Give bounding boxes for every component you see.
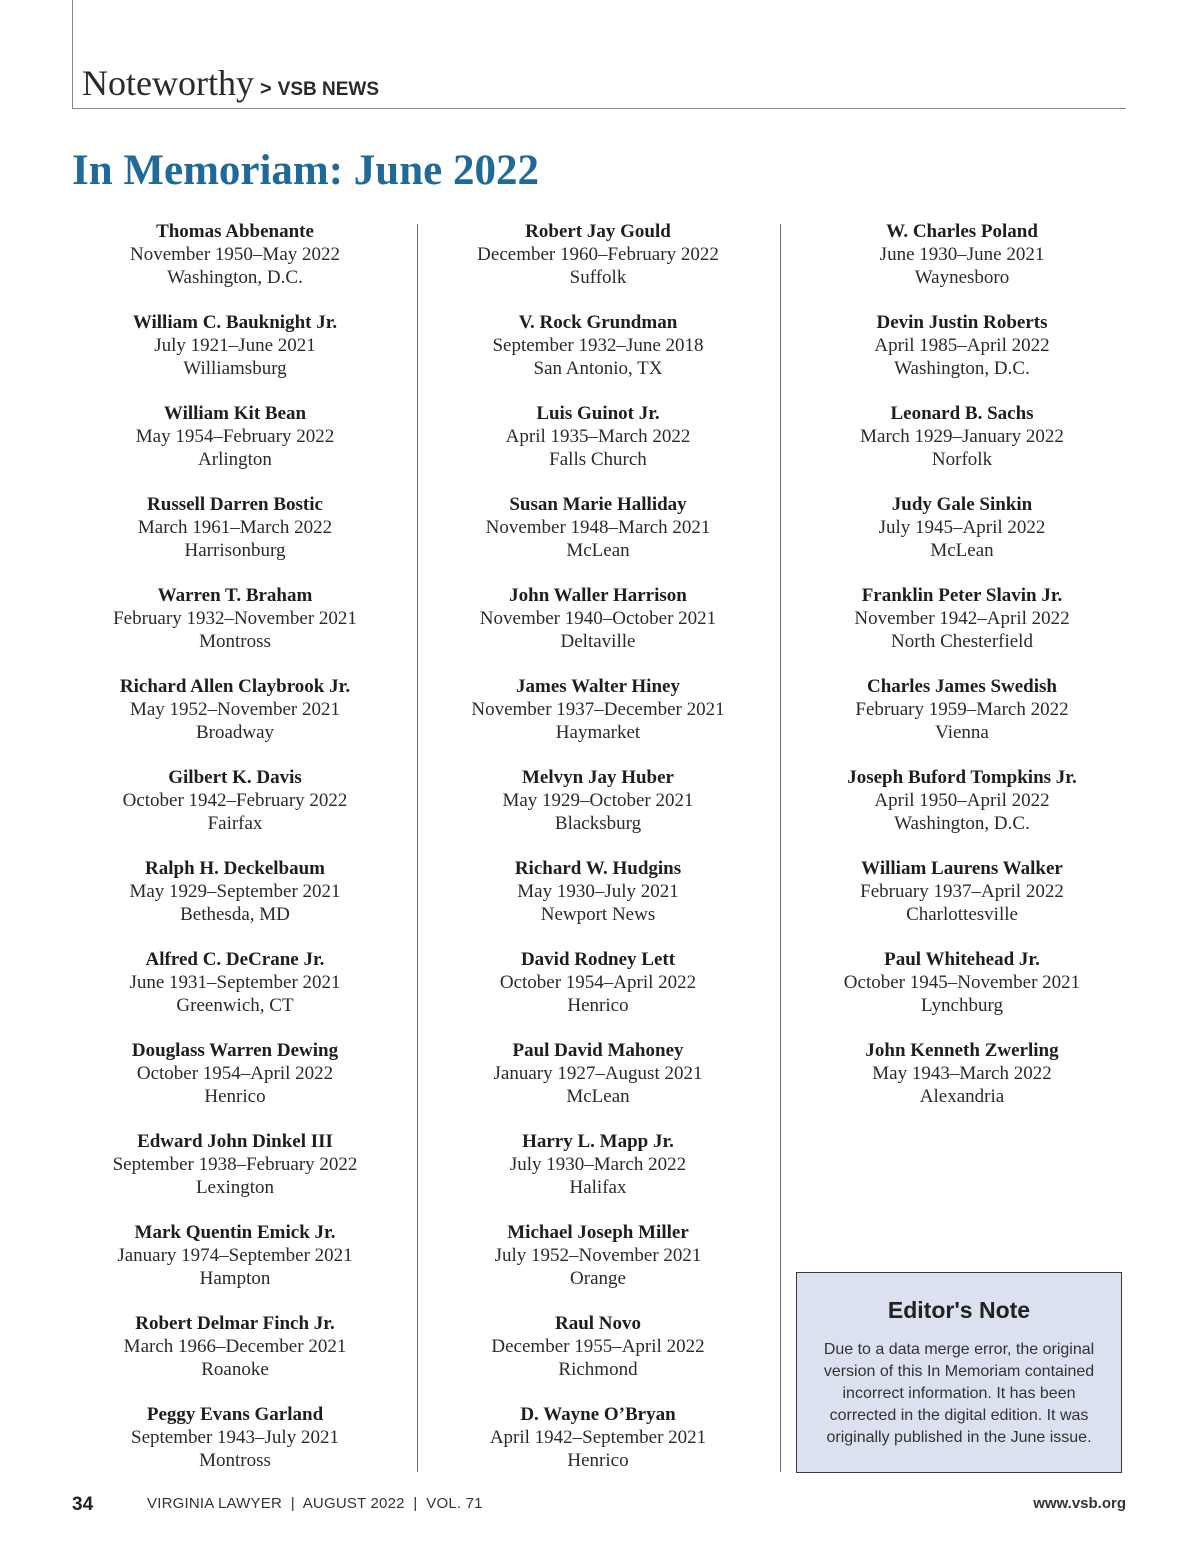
entry-location: Alexandria (919, 1086, 1005, 1107)
entry-dates: January 1974–September 2021 (117, 1245, 353, 1266)
entry-name: John Waller Harrison (509, 585, 687, 606)
editors-note-title: Editor's Note (887, 1297, 1031, 1323)
memoriam-entry (797, 311, 1127, 402)
memoriam-entry (433, 402, 763, 493)
section-separator: > (259, 78, 272, 100)
entry-name: Robert Jay Gould (525, 221, 671, 242)
entry-location: Washington, D.C. (894, 813, 1030, 834)
entry-name: Melvyn Jay Huber (522, 767, 674, 788)
entry-dates: October 1945–November 2021 (843, 972, 1081, 993)
memoriam-entry (797, 584, 1127, 675)
entry-name: Mark Quentin Emick Jr. (134, 1222, 336, 1243)
column-divider-1 (417, 224, 418, 1472)
entry-location: Greenwich, CT (176, 995, 294, 1016)
memoriam-entry (797, 493, 1127, 584)
entry-location: North Chesterfield (891, 631, 1033, 652)
memoriam-entry (70, 1312, 400, 1403)
entry-name: Devin Justin Roberts (876, 312, 1048, 333)
entry-dates: February 1937–April 2022 (860, 881, 1064, 902)
memoriam-entry (433, 1221, 763, 1312)
entry-dates: June 1931–September 2021 (129, 972, 341, 993)
entry-dates: May 1952–November 2021 (129, 699, 341, 720)
memoriam-entry (70, 857, 400, 948)
entry-location: Halifax (569, 1177, 627, 1198)
entry-location: Harrisonburg (184, 540, 286, 561)
editors-note-line: originally published in the June issue. (826, 1429, 1092, 1446)
entry-location: Arlington (198, 449, 272, 470)
entry-location: Williamsburg (183, 358, 287, 379)
entry-location: McLean (930, 540, 994, 561)
header-horizontal-rule (72, 108, 1126, 109)
entry-name: Douglass Warren Dewing (131, 1040, 339, 1061)
entry-name: William Kit Bean (163, 403, 307, 424)
entry-name: Richard Allen Claybrook Jr. (119, 676, 351, 697)
memoriam-entry (433, 584, 763, 675)
entry-name: James Walter Hiney (516, 676, 680, 697)
entry-dates: September 1943–July 2021 (131, 1427, 339, 1448)
page-footer (0, 1492, 1200, 1518)
entry-location: Lynchburg (921, 995, 1003, 1016)
entry-location: Blacksburg (554, 813, 642, 834)
memoriam-entry (797, 1039, 1127, 1130)
entry-name: Warren T. Braham (157, 585, 313, 606)
entry-name: Susan Marie Halliday (509, 494, 687, 515)
entry-location: Washington, D.C. (167, 267, 303, 288)
entry-name: W. Charles Poland (886, 221, 1038, 242)
page-title: In Memoriam: June 2022 (72, 147, 539, 194)
memoriam-entry (70, 1039, 400, 1130)
section-subsection: VSB NEWS (277, 79, 380, 100)
entry-dates: February 1959–March 2022 (855, 699, 1069, 720)
entry-name: Russell Darren Bostic (147, 494, 323, 515)
entry-location: Henrico (204, 1086, 266, 1107)
editors-note-line: corrected in the digital edition. It was (829, 1407, 1089, 1424)
entry-name: Raul Novo (554, 1313, 642, 1334)
memoriam-entry (70, 1403, 400, 1494)
entry-location: Montross (199, 631, 271, 652)
entry-dates: November 1937–December 2021 (471, 699, 725, 720)
entry-name: John Kenneth Zwerling (865, 1040, 1059, 1061)
entry-name: Robert Delmar Finch Jr. (135, 1313, 335, 1334)
entry-dates: June 1930–June 2021 (879, 244, 1045, 265)
entry-name: Michael Joseph Miller (507, 1222, 689, 1243)
memoriam-entry (70, 1221, 400, 1312)
memoriam-entry (70, 1130, 400, 1221)
entry-location: Montross (199, 1450, 271, 1471)
memoriam-entry (433, 1130, 763, 1221)
section-name: Noteworthy (82, 63, 254, 103)
entry-dates: July 1930–March 2022 (509, 1154, 687, 1175)
entry-location: Suffolk (569, 267, 627, 288)
memoriam-entry (70, 675, 400, 766)
entry-dates: September 1938–February 2022 (112, 1154, 358, 1175)
entry-name: Charles James Swedish (866, 676, 1057, 697)
entry-dates: April 1942–September 2021 (489, 1427, 707, 1448)
entry-name: Harry L. Mapp Jr. (522, 1131, 674, 1152)
entry-name: David Rodney Lett (520, 949, 676, 970)
entry-dates: April 1985–April 2022 (874, 335, 1050, 356)
memoriam-entry (433, 675, 763, 766)
editors-note-box (796, 1272, 1122, 1473)
section-header (82, 62, 379, 104)
entry-name: Leonard B. Sachs (890, 403, 1034, 424)
entry-location: Waynesboro (914, 267, 1010, 288)
entry-location: McLean (566, 540, 630, 561)
entry-dates: November 1940–October 2021 (479, 608, 717, 629)
entry-location: Henrico (567, 1450, 629, 1471)
entry-location: Falls Church (549, 449, 647, 470)
entry-dates: September 1932–June 2018 (492, 335, 704, 356)
memoriam-entry (797, 948, 1127, 1039)
entry-location: Hampton (199, 1268, 271, 1289)
entry-name: William Laurens Walker (861, 858, 1063, 879)
entry-location: Fairfax (207, 813, 263, 834)
entry-location: Haymarket (555, 722, 641, 743)
memoriam-entry (797, 766, 1127, 857)
editors-note-line: Due to a data merge error, the original (823, 1341, 1095, 1358)
entry-name: Peggy Evans Garland (146, 1404, 324, 1425)
entry-dates: November 1948–March 2021 (485, 517, 711, 538)
editors-note-line: incorrect information. It has been (842, 1385, 1076, 1402)
memoriam-entry (70, 766, 400, 857)
website-link[interactable]: www.vsb.org (1033, 1495, 1126, 1512)
entry-name: Alfred C. DeCrane Jr. (145, 949, 325, 970)
memoriam-entry (433, 948, 763, 1039)
entry-location: Richmond (558, 1359, 638, 1380)
editors-note-line: version of this In Memoriam contained (823, 1363, 1095, 1380)
memoriam-entry (797, 675, 1127, 766)
entry-location: Washington, D.C. (894, 358, 1030, 379)
entry-dates: October 1954–April 2022 (499, 972, 697, 993)
entry-location: Norfolk (931, 449, 993, 470)
entry-name: Joseph Buford Tompkins Jr. (847, 767, 1077, 788)
memoriam-entry (70, 948, 400, 1039)
entry-name: Edward John Dinkel III (137, 1131, 333, 1152)
entry-name: Luis Guinot Jr. (536, 403, 660, 424)
entry-name: Judy Gale Sinkin (891, 494, 1033, 515)
entry-location: Charlottesville (906, 904, 1018, 925)
entry-location: Roanoke (201, 1359, 269, 1380)
entry-dates: May 1930–July 2021 (517, 881, 679, 902)
entry-location: Henrico (567, 995, 629, 1016)
header-vertical-rule (72, 0, 73, 108)
entry-name: William C. Bauknight Jr. (132, 312, 338, 333)
memoriam-column-1 (70, 220, 400, 1494)
entry-name: Thomas Abbenante (156, 221, 314, 242)
entry-dates: July 1921–June 2021 (154, 335, 316, 356)
entry-dates: December 1955–April 2022 (491, 1336, 705, 1357)
column-divider-2 (780, 224, 781, 1472)
memoriam-entry (70, 311, 400, 402)
entry-location: Lexington (195, 1177, 275, 1198)
memoriam-entry (70, 493, 400, 584)
entry-dates: March 1961–March 2022 (137, 517, 333, 538)
entry-dates: April 1935–March 2022 (505, 426, 691, 447)
entry-location: San Antonio, TX (533, 358, 663, 379)
entry-dates: May 1954–February 2022 (135, 426, 335, 447)
memoriam-column-2 (433, 220, 763, 1494)
entry-dates: October 1942–February 2022 (122, 790, 348, 811)
publication-info: VIRGINIA LAWYER | AUGUST 2022 | VOL. 71 (147, 1495, 483, 1512)
memoriam-entry (433, 857, 763, 948)
entry-dates: November 1942–April 2022 (854, 608, 1070, 629)
page-number: 34 (72, 1494, 94, 1515)
entry-dates: July 1952–November 2021 (494, 1245, 702, 1266)
entry-location: Vienna (935, 722, 989, 743)
memoriam-entry (70, 220, 400, 311)
entry-location: Newport News (540, 904, 656, 925)
entry-dates: May 1929–September 2021 (129, 881, 341, 902)
memoriam-entry (433, 766, 763, 857)
entry-dates: May 1943–March 2022 (872, 1063, 1052, 1084)
entry-dates: March 1929–January 2022 (860, 426, 1064, 447)
memoriam-entry (70, 402, 400, 493)
memoriam-entry (797, 857, 1127, 948)
entry-name: Paul Whitehead Jr. (884, 949, 1040, 970)
entry-dates: February 1932–November 2021 (113, 608, 357, 629)
entry-location: Deltaville (560, 631, 636, 652)
entry-dates: April 1950–April 2022 (874, 790, 1050, 811)
memoriam-entry (433, 1312, 763, 1403)
entry-name: Franklin Peter Slavin Jr. (861, 585, 1063, 606)
entry-dates: October 1954–April 2022 (136, 1063, 334, 1084)
entry-location: Bethesda, MD (180, 904, 290, 925)
memoriam-column-3 (797, 220, 1127, 1130)
memoriam-entry (433, 493, 763, 584)
entry-name: Gilbert K. Davis (168, 767, 302, 788)
entry-name: V. Rock Grundman (518, 312, 678, 333)
entry-name: D. Wayne O’Bryan (520, 1404, 676, 1425)
memoriam-entry (433, 311, 763, 402)
entry-dates: January 1927–August 2021 (493, 1063, 703, 1084)
entry-dates: November 1950–May 2022 (129, 244, 341, 265)
entry-location: McLean (566, 1086, 630, 1107)
entry-name: Paul David Mahoney (512, 1040, 684, 1061)
memoriam-entry (433, 220, 763, 311)
entry-location: Orange (570, 1268, 626, 1289)
memoriam-entry (797, 220, 1127, 311)
entry-dates: July 1945–April 2022 (878, 517, 1046, 538)
entry-dates: May 1929–October 2021 (502, 790, 694, 811)
entry-name: Richard W. Hudgins (514, 858, 682, 879)
entry-dates: March 1966–December 2021 (123, 1336, 347, 1357)
entry-location: Broadway (195, 722, 275, 743)
memoriam-entry (797, 402, 1127, 493)
entry-name: Ralph H. Deckelbaum (145, 858, 325, 879)
editors-note-body (797, 1339, 1121, 1449)
memoriam-entry (433, 1039, 763, 1130)
memoriam-entry (70, 584, 400, 675)
entry-dates: December 1960–February 2022 (477, 244, 719, 265)
memoriam-entry (433, 1403, 763, 1494)
